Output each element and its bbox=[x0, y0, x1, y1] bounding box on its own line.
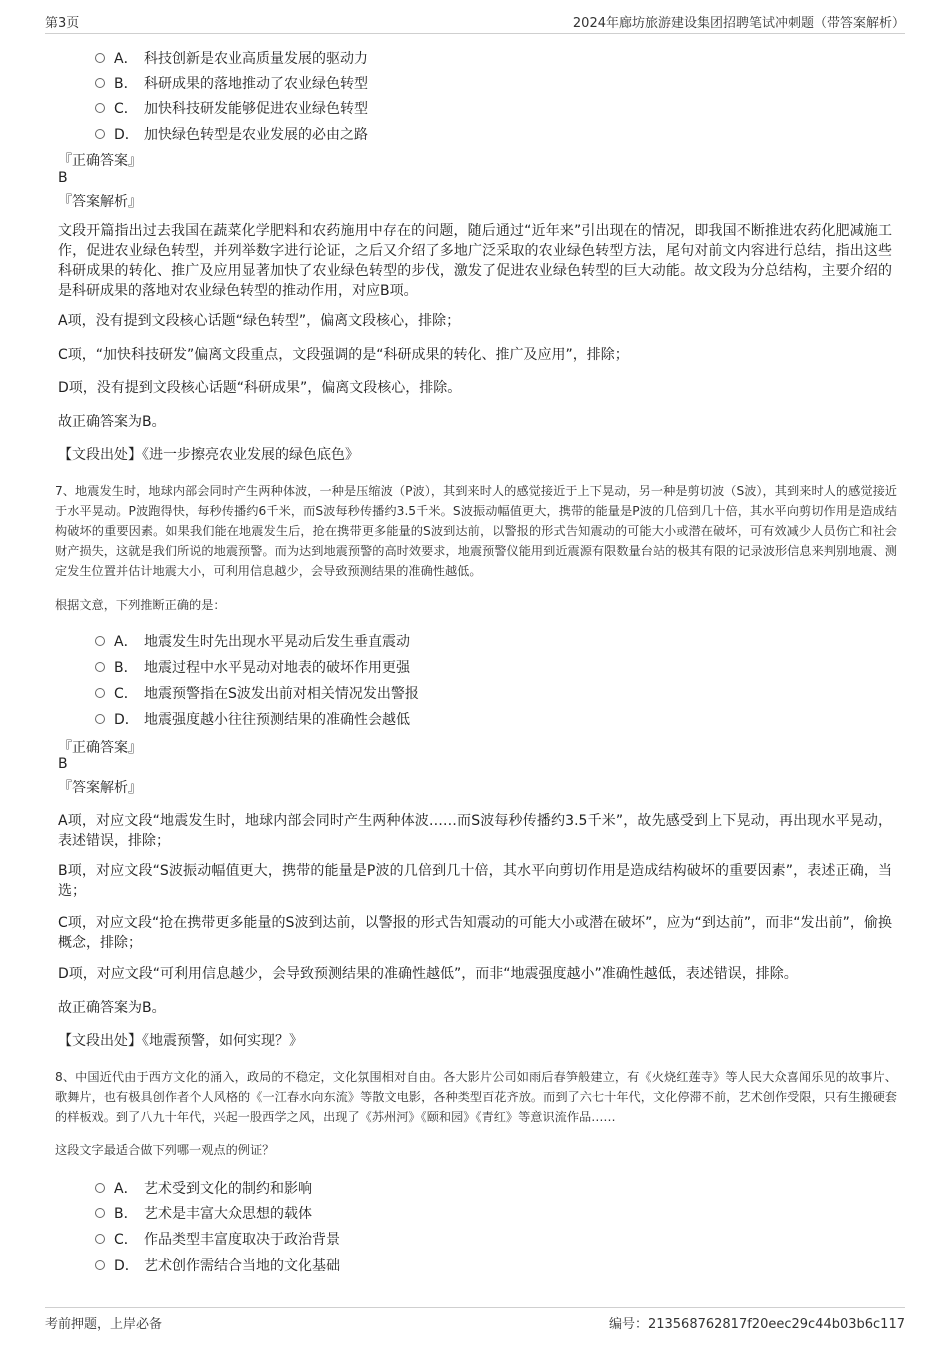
q7-analysis-d: D项，对应文段“可利用信息越少，会导致预测结果的准确性越低”，而非“地震强度越小”准确性越低，表述错误，排除。 bbox=[58, 966, 798, 982]
q8-option-b[interactable]: B． 艺术是丰富大众思想的载体 bbox=[95, 1203, 312, 1223]
q7-analysis-a: A项，对应文段“地震发生时，地球内部会同时产生两种体波……而S波每秒传播约3.5千米”，故先感受到上下晃动，再出现水平晃动，表述错误，排除； bbox=[58, 813, 892, 849]
radio-icon[interactable] bbox=[95, 1234, 105, 1244]
q6-analysis-d: D项，没有提到文段核心话题“科研成果”，偏离文段核心，排除。 bbox=[58, 380, 462, 396]
q6-conclusion: 故正确答案为B。 bbox=[58, 414, 166, 430]
q7-answer: B bbox=[58, 756, 68, 772]
q7-option-d[interactable]: D． 地震强度越小往往预测结果的准确性会越低 bbox=[95, 709, 410, 729]
radio-icon[interactable] bbox=[95, 1208, 105, 1218]
q6-answer-label: 『正确答案』 bbox=[58, 153, 142, 169]
radio-icon[interactable] bbox=[95, 1183, 105, 1193]
q7-ask: 根据文意，下列推断正确的是： bbox=[55, 598, 226, 612]
document-id: 编号：213568762817f20eec29c44b03b6c117 bbox=[608, 1317, 905, 1332]
q7-option-c[interactable]: C． 地震预警指在S波发出前对相关情况发出警报 bbox=[95, 683, 419, 703]
radio-icon[interactable] bbox=[95, 129, 105, 139]
q6-analysis-summary: 文段开篇指出过去我国在蔬菜化学肥料和农药施用中存在的问题，随后通过“近年来”引出现在的情况，即我国不断推进农药化肥减施工作，促进农业绿色转型，并列举数字进行论证，之后又介绍了多地广泛采取的农业绿色转型方法，尾句对前文内容进行总结，指出这些科研成果的转化、推广及应用显著加快了农业绿色转型的步伐，激发了促进农业绿色转型的巨大动能。故文段为分总结构，主要介绍的是科研成果的落地对农业绿色转型的推动作用，对应B项。 bbox=[58, 223, 892, 299]
q7-analysis-label: 『答案解析』 bbox=[58, 780, 142, 796]
radio-icon[interactable] bbox=[95, 1260, 105, 1270]
footer-divider bbox=[45, 1307, 905, 1308]
q8-option-d[interactable]: D． 艺术创作需结合当地的文化基础 bbox=[95, 1255, 340, 1275]
q7-conclusion: 故正确答案为B。 bbox=[58, 1000, 166, 1016]
document-title: 2024年廊坊旅游建设集团招聘笔试冲刺题（带答案解析） bbox=[572, 16, 905, 31]
radio-icon[interactable] bbox=[95, 714, 105, 724]
radio-icon[interactable] bbox=[95, 662, 105, 672]
q7-analysis-b: B项，对应文段“S波振动幅值更大，携带的能量是P波的几倍到几十倍，其水平向剪切作用是造成结构破坏的重要因素”，表述正确，当选； bbox=[58, 863, 892, 899]
radio-icon[interactable] bbox=[95, 103, 105, 113]
radio-icon[interactable] bbox=[95, 636, 105, 646]
q6-option-d[interactable]: D． 加快绿色转型是农业发展的必由之路 bbox=[95, 124, 368, 144]
q6-analysis-c: C项，“加快科技研发”偏离文段重点，文段强调的是“科研成果的转化、推广及应用”，排除； bbox=[58, 347, 629, 363]
q6-answer: B bbox=[58, 170, 68, 186]
page-number: 第3页 bbox=[45, 16, 80, 31]
q7-stem: 7、地震发生时，地球内部会同时产生两种体波，一种是压缩波（P波），其到来时人的感觉接近于上下晃动，另一种是剪切波（S波），其到来时人的感觉接近于水平晃动。P波跑得快，每秒传播约6千米，而S波每秒传播约3.5千米。S波振动幅值更大，携带的能量是P波的几倍到几十倍，其水平向剪切作用是造成结构破坏的重要因素。如果我们能在地震发生后，抢在携带更多能量的S波到达前，以警报的形式告知震动的可能大小或潜在破坏，可有效减少人员伤亡和社会财产损失，这就是我们所说的地震预警。而为达到地震预警的高时效要求，地震预警仪能用到近震源有限数量台站的极其有限的记录波形信息来判别地震、测定发生位置并估计地震大小，可利用信息越少，会导致预测结果的准确性越低。 bbox=[55, 484, 897, 578]
radio-icon[interactable] bbox=[95, 78, 105, 88]
q6-source: 【文段出处】《进一步擦亮农业发展的绿色底色》 bbox=[58, 447, 359, 463]
q7-analysis-c: C项，对应文段“抢在携带更多能量的S波到达前，以警报的形式告知震动的可能大小或潜在破坏”，应为“到达前”，而非“发出前”，偷换概念，排除； bbox=[58, 915, 892, 951]
q7-source: 【文段出处】《地震预警，如何实现？》 bbox=[58, 1033, 303, 1049]
radio-icon[interactable] bbox=[95, 53, 105, 63]
radio-icon[interactable] bbox=[95, 688, 105, 698]
q8-ask: 这段文字最适合做下列哪一观点的例证？ bbox=[55, 1143, 275, 1157]
q8-stem: 8、中国近代由于西方文化的涌入，政局的不稳定，文化氛围相对自由。各大影片公司如雨后春笋般建立，有《火烧红莲寺》等人民大众喜闻乐见的故事片、歌舞片，也有极具创作者个人风格的《一江春水向东流》等散文电影，各种类型百花齐放。而到了六七十年代，文化停滞不前，艺术创作受限，只有生搬硬套的样板戏。到了八九十年代，兴起一股西学之风，出现了《苏州河》《颐和园》《青红》等意识流作品…… bbox=[55, 1070, 897, 1124]
q7-answer-label: 『正确答案』 bbox=[58, 740, 142, 756]
q7-option-b[interactable]: B． 地震过程中水平晃动对地表的破坏作用更强 bbox=[95, 657, 410, 677]
page-header bbox=[45, 12, 905, 32]
q8-option-a[interactable]: A． 艺术受到文化的制约和影响 bbox=[95, 1178, 312, 1198]
q6-option-c[interactable]: C． 加快科技研发能够促进农业绿色转型 bbox=[95, 98, 368, 118]
footer-slogan: 考前押题，上岸必备 bbox=[45, 1317, 163, 1332]
q6-option-b[interactable]: B． 科研成果的落地推动了农业绿色转型 bbox=[95, 73, 368, 93]
q6-option-a[interactable]: A． 科技创新是农业高质量发展的驱动力 bbox=[95, 48, 368, 68]
q7-option-a[interactable]: A． 地震发生时先出现水平晃动后发生垂直震动 bbox=[95, 631, 410, 651]
q8-option-c[interactable]: C． 作品类型丰富度取决于政治背景 bbox=[95, 1229, 340, 1249]
header-divider bbox=[45, 33, 905, 34]
q6-analysis-a: A项，没有提到文段核心话题“绿色转型”，偏离文段核心，排除； bbox=[58, 313, 461, 329]
q6-analysis-label: 『答案解析』 bbox=[58, 194, 142, 210]
